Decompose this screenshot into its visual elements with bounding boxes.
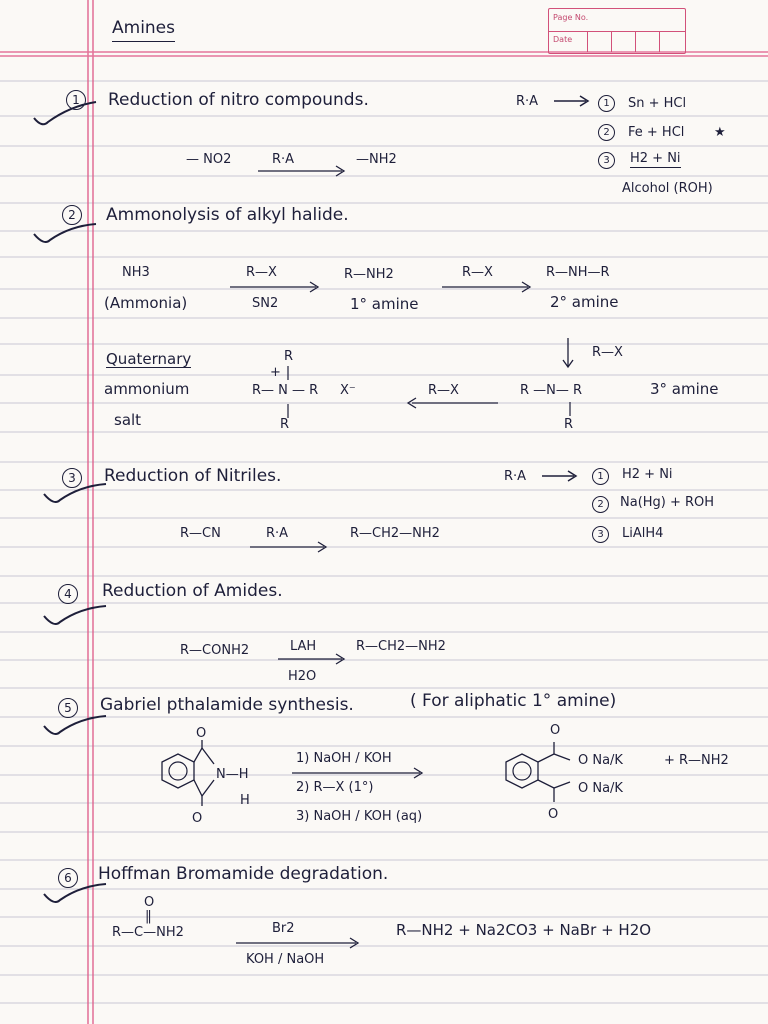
product: + R—NH2 — [664, 753, 729, 768]
salt-label: O Na/K — [578, 781, 623, 796]
arrow-top-label: LAH — [290, 639, 317, 654]
section-heading: Ammonolysis of alkyl halide. — [106, 205, 349, 225]
page-date-stamp — [548, 8, 686, 54]
product: R—CH2—NH2 — [356, 639, 446, 654]
reactant: R—CONH2 — [180, 643, 250, 658]
star-icon: ★ — [714, 125, 726, 140]
step-label: 2) R—X (1°) — [296, 780, 374, 795]
oxygen-label: O — [196, 726, 207, 741]
primary-label: 1° amine — [350, 295, 419, 313]
section-number: 5 — [58, 698, 78, 718]
arrow-icon — [552, 94, 592, 108]
step-label: 1) NaOH / KOH — [296, 751, 392, 766]
arrow-down-icon — [560, 336, 576, 370]
reagent-number: 2 — [592, 496, 609, 513]
section-heading: Reduction of Amides. — [102, 581, 283, 601]
reagent-item: Sn + HCl — [628, 96, 687, 111]
ra-label: R·A — [504, 469, 527, 484]
check-mark-icon — [40, 712, 110, 742]
reagent-number: 3 — [598, 152, 615, 169]
alkyl-halide: R—X — [428, 383, 459, 398]
check-mark-icon — [30, 220, 100, 250]
oxygen-label: O — [144, 895, 155, 910]
secondary-amine: R—NH—R — [546, 265, 610, 280]
arrow-label: R·A — [266, 526, 289, 541]
page-no-label: Page No. — [553, 13, 589, 22]
primary-amine: R—NH2 — [344, 267, 394, 282]
sn2-label: SN2 — [252, 296, 279, 311]
arrow-label: R·A — [272, 152, 295, 167]
bond-icon — [286, 364, 290, 424]
arrow-icon — [290, 766, 426, 780]
section-number: 6 — [58, 868, 78, 888]
quat-anion: X⁻ — [340, 383, 356, 398]
page-title: Amines — [112, 20, 175, 42]
secondary-label: 2° amine — [550, 293, 619, 311]
section-heading: Gabriel pthalamide synthesis. — [100, 695, 354, 715]
reagent-item: Na(Hg) + ROH — [620, 495, 715, 510]
phthalimide-structure-icon — [146, 740, 226, 816]
quat-plus: + — [270, 365, 281, 380]
quat-top-r: R — [284, 349, 294, 364]
section-number: 3 — [62, 468, 82, 488]
date-label: Date — [553, 35, 573, 44]
arrow-top-label: Br2 — [272, 921, 295, 936]
section-note: ( For aliphatic 1° amine) — [410, 691, 617, 711]
product: —NH2 — [356, 152, 397, 167]
ra-label: R·A — [516, 94, 539, 109]
check-mark-icon — [40, 602, 110, 632]
check-mark-icon — [30, 100, 100, 130]
reagent-item: Fe + HCl — [628, 125, 685, 140]
alkyl-halide: R—X — [592, 345, 623, 360]
solvent-label: Alcohol (ROH) — [622, 181, 713, 196]
quat-name: salt — [114, 411, 142, 429]
quat-name: Quaternary — [106, 350, 192, 368]
reagent-number: 1 — [598, 95, 615, 112]
quat-name: ammonium — [104, 380, 190, 398]
arrow-bottom-label: H2O — [288, 669, 317, 684]
section-heading: Reduction of Nitriles. — [104, 466, 282, 486]
arrow-icon — [234, 936, 362, 950]
arrow-icon — [248, 540, 330, 554]
arrow-icon — [540, 469, 580, 483]
tertiary-label: 3° amine — [650, 380, 719, 398]
reagent-number: 1 — [592, 468, 609, 485]
bond-icon — [568, 400, 572, 418]
arrow-bottom-label: KOH / NaOH — [246, 952, 325, 967]
reagent-number: 3 — [592, 526, 609, 543]
section-heading: Reduction of nitro compounds. — [108, 90, 369, 110]
arrow-icon — [440, 280, 534, 294]
reagent-item: H2 + Ni — [630, 151, 681, 166]
reactant: R—CN — [180, 526, 221, 541]
oxygen-label: O — [192, 811, 203, 826]
oxygen-label: O — [550, 723, 561, 738]
arrow-left-icon — [404, 396, 500, 410]
section-number: 2 — [62, 205, 82, 225]
oxygen-label: O — [548, 807, 559, 822]
product: R—CH2—NH2 — [350, 526, 440, 541]
tertiary-center: R —N— R — [520, 383, 583, 398]
salt-label: O Na/K — [578, 753, 623, 768]
ammonia-formula: NH3 — [122, 265, 150, 280]
alkyl-halide: R—X — [246, 265, 277, 280]
section-number: 1 — [66, 90, 86, 110]
imide-h: H — [240, 793, 250, 808]
step-label: 3) NaOH / KOH (aq) — [296, 809, 423, 824]
section-heading: Hoffman Bromamide degradation. — [98, 864, 389, 884]
arrow-icon — [228, 280, 322, 294]
phthalate-structure-icon — [496, 740, 582, 816]
reagent-item: LiAlH4 — [622, 526, 664, 541]
quat-center: R— N — R — [252, 383, 319, 398]
tertiary-bottom-r: R — [564, 417, 574, 432]
ammonia-name: (Ammonia) — [104, 294, 188, 312]
arrow-icon — [276, 652, 348, 666]
double-bond: || — [145, 909, 150, 924]
products: R—NH2 + Na2CO3 + NaBr + H2O — [396, 921, 652, 939]
arrow-icon — [256, 164, 348, 178]
quat-bottom-r: R — [280, 417, 290, 432]
reactant: — NO2 — [186, 152, 232, 167]
section-number: 4 — [58, 584, 78, 604]
reactant: R—C—NH2 — [112, 925, 184, 940]
reagent-number: 2 — [598, 124, 615, 141]
alkyl-halide: R—X — [462, 265, 493, 280]
reagent-item: H2 + Ni — [622, 467, 673, 482]
imide-nh: N—H — [216, 767, 249, 782]
